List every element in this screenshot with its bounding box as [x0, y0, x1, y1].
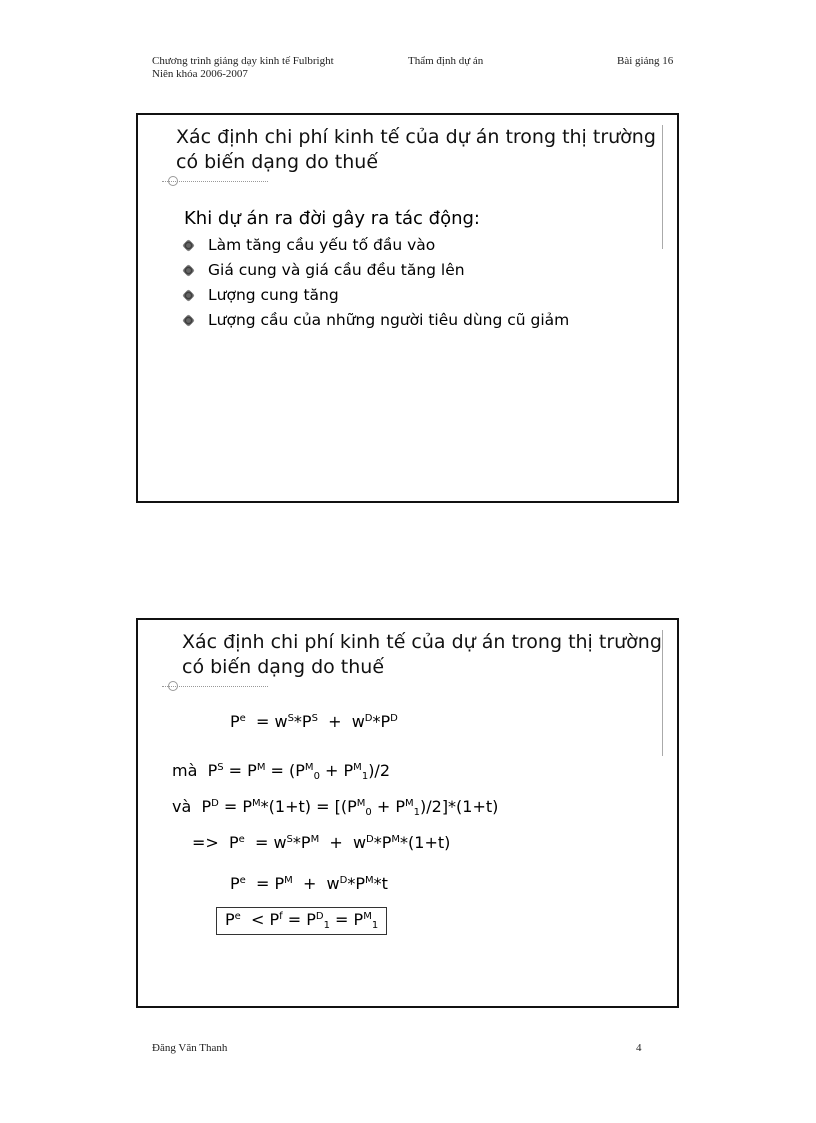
vertical-rule — [662, 630, 663, 756]
slide-2 — [136, 618, 679, 1008]
equation-5: $P^e = P^M + w^D*P^M*t$ — [230, 874, 388, 893]
slide-1-title-line-2: có biến dạng do thuế — [176, 151, 379, 173]
list-item: Giá cung và giá cầu đều tăng lên — [182, 258, 569, 283]
equation-3: và $P^D = P^M*(1+t) = [(P^M_0 + P^M_1)/2]*(1+t)$ — [172, 797, 499, 818]
header-course: Thẩm định dự án — [408, 55, 484, 67]
bullet-list — [182, 233, 569, 333]
list-item: Lượng cầu của những người tiêu dùng cũ giảm — [182, 308, 569, 333]
equation-6-boxed: $P^e < P^f = P^D_1 = P^M_1$ — [216, 907, 387, 935]
bullet-icon — [182, 289, 195, 302]
vertical-rule — [662, 125, 663, 249]
footer-author: Đăng Văn Thanh — [152, 1042, 228, 1054]
equation-4: => $P^e = w^S*P^M + w^D*P^M*(1+t)$ — [192, 833, 451, 852]
slide-2-title-line-2: có biến dạng do thuế — [182, 656, 385, 678]
footer-page-number: 4 — [636, 1042, 642, 1054]
list-item: Lượng cung tăng — [182, 283, 569, 308]
crosshair-icon — [168, 681, 178, 691]
crosshair-icon — [168, 176, 178, 186]
slide-2-title-line-1: Xác định chi phí kinh tế của dự án trong thị trường — [182, 631, 662, 653]
header-lecture: Bài giảng 16 — [617, 55, 674, 67]
bullet-icon — [182, 239, 195, 252]
equation-1: $P^e = w^S*P^S + w^D*P^D$ — [230, 712, 398, 731]
bullet-icon — [182, 314, 195, 327]
equation-2: mà $P^S = P^M = (P^M_0 + P^M_1)/2$ — [172, 761, 390, 782]
header-program: Chương trình giảng dạy kinh tế Fulbright — [152, 55, 334, 67]
header-year: Niên khóa 2006-2007 — [152, 68, 248, 80]
slide-1-lead: Khi dự án ra đời gây ra tác động: — [184, 208, 480, 229]
slide-1-title-line-1: Xác định chi phí kinh tế của dự án trong thị trường — [176, 126, 656, 148]
slide-1 — [136, 113, 679, 503]
list-item: Làm tăng cầu yếu tố đầu vào — [182, 233, 569, 258]
bullet-icon — [182, 264, 195, 277]
